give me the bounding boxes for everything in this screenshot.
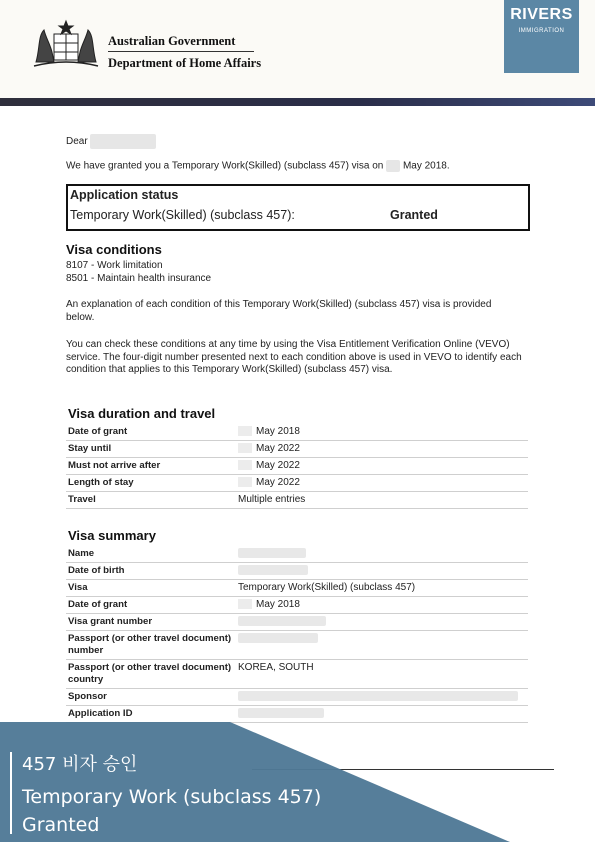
row-label: Date of birth (66, 563, 236, 580)
row-label: Stay until (66, 441, 236, 458)
row-value: May 2022 (236, 475, 528, 492)
explanation-paragraph: An explanation of each condition of this Temporary Work(Skilled) (subclass 457) visa is provided below. (66, 299, 492, 323)
row-value: May 2022 (236, 458, 528, 475)
status-title: Application status (70, 188, 179, 202)
vevo-paragraph: You can check these conditions at any time by using the Visa Entitlement Verification Online (VEVO) service. The four-digit number presented next to each condition above is used in VEVO to identify each condition that applies to this Temporary Work(Skilled) (subclass 457) visa. (66, 339, 522, 375)
row-label: Date of grant (66, 424, 236, 441)
conditions-title: Visa conditions (66, 242, 162, 257)
row-label: Visa grant number (66, 614, 236, 631)
status-value: Granted (390, 208, 438, 222)
status-label: Temporary Work(Skilled) (subclass 457): (70, 208, 295, 222)
row-value: May 2018 (236, 597, 528, 614)
row-label: Application ID (66, 706, 236, 723)
row-value: Multiple entries (236, 492, 528, 509)
condition-item: 8107 - Work limitation (66, 260, 163, 271)
caption-visa-type: Temporary Work (subclass 457) (22, 786, 322, 808)
salutation: Dear (66, 134, 156, 149)
row-label: Name (66, 546, 236, 563)
brand-name: RIVERS (510, 6, 573, 23)
department-name: Department of Home Affairs (108, 56, 262, 70)
row-value: KOREA, SOUTH (236, 660, 528, 689)
row-label: Date of grant (66, 597, 236, 614)
row-label: Length of stay (66, 475, 236, 492)
row-value: May 2018 (236, 424, 528, 441)
caption-accent-bar (10, 752, 12, 834)
condition-item: 8501 - Maintain health insurance (66, 273, 212, 284)
row-label: Passport (or other travel document) number (66, 631, 236, 660)
row-label: Must not arrive after (66, 458, 236, 475)
summary-title: Visa summary (68, 528, 156, 543)
caption-korean: 457 비자 승인 (22, 754, 138, 775)
row-value: Temporary Work(Skilled) (subclass 457) (236, 580, 528, 597)
row-label: Travel (66, 492, 236, 509)
duration-title: Visa duration and travel (68, 406, 216, 421)
government-name: Australian Government (108, 34, 236, 48)
row-label: Sponsor (66, 689, 236, 706)
row-label: Visa (66, 580, 236, 597)
caption-status: Granted (22, 814, 100, 836)
brand-subtitle: IMMIGRATION (518, 28, 565, 34)
intro-sentence: We have granted you a Temporary Work(Skilled) (subclass 457) visa on May 2018. (66, 160, 450, 172)
row-label: Passport (or other travel document) country (66, 660, 236, 689)
row-value: May 2022 (236, 441, 528, 458)
